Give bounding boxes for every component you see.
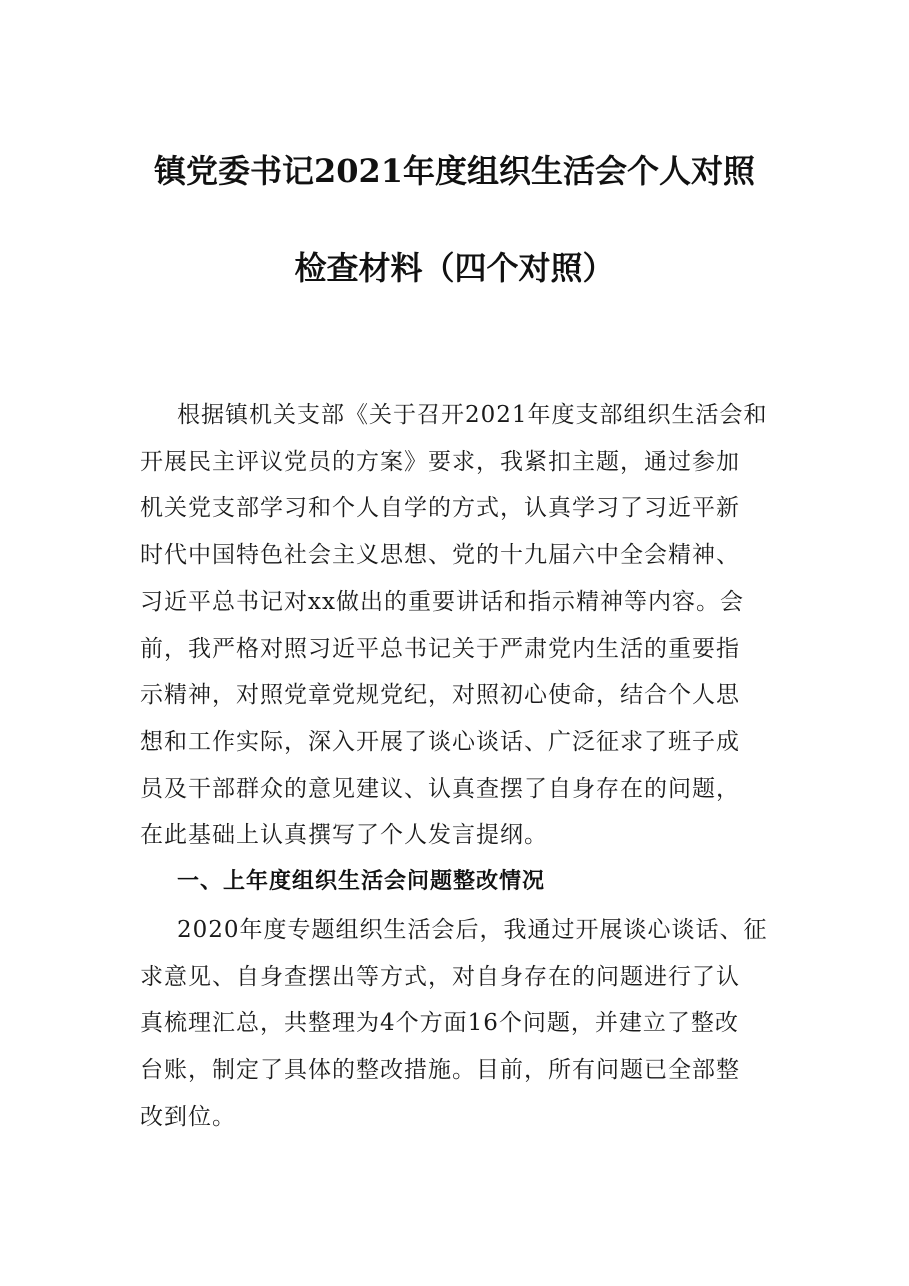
paragraph-2-line-4: 台账，制定了具体的整改措施。目前，所有问题已全部整 <box>140 1057 740 1083</box>
paragraph-1-line-3: 机关党支部学习和个人自学的方式，认真学习了习近平新 <box>140 495 740 521</box>
document-title-line-1: 镇党委书记2021年度组织生活会个人对照 <box>153 152 756 190</box>
paragraph-1-line-4: 时代中国特色社会主义思想、党的十九届六中全会精神、 <box>140 542 740 568</box>
paragraph-1-line-2: 开展民主评议党员的方案》要求，我紧扣主题，通过参加 <box>140 449 740 475</box>
paragraph-1-line-8: 想和工作实际，深入开展了谈心谈话、广泛征求了班子成 <box>140 729 740 755</box>
paragraph-1-line-1: 根据镇机关支部《关于召开2021年度支部组织生活会和 <box>177 402 768 428</box>
document-title-line-2: 检查材料（四个对照） <box>294 249 615 287</box>
section-1-heading: 一、上年度组织生活会问题整改情况 <box>177 869 546 894</box>
paragraph-1-line-6: 前，我严格对照习近平总书记关于严肃党内生活的重要指 <box>140 636 740 662</box>
paragraph-1-line-9: 员及干部群众的意见建议、认真查摆了自身存在的问题， <box>140 776 740 802</box>
paragraph-2-line-1: 2020年度专题组织生活会后，我通过开展谈心谈话、征 <box>177 917 768 943</box>
paragraph-2-line-5: 改到位。 <box>140 1104 236 1130</box>
paragraph-1-line-5: 习近平总书记对xx做出的重要讲话和指示精神等内容。会 <box>140 589 744 615</box>
paragraph-2-line-2: 求意见、自身查摆出等方式，对自身存在的问题进行了认 <box>140 964 740 990</box>
paragraph-1-line-7: 示精神，对照党章党规党纪，对照初心使命，结合个人思 <box>140 682 740 708</box>
paragraph-2-line-3: 真梳理汇总，共整理为4个方面16个问题，并建立了整改 <box>140 1010 739 1036</box>
paragraph-1-line-10: 在此基础上认真撰写了个人发言提纲。 <box>140 822 548 848</box>
